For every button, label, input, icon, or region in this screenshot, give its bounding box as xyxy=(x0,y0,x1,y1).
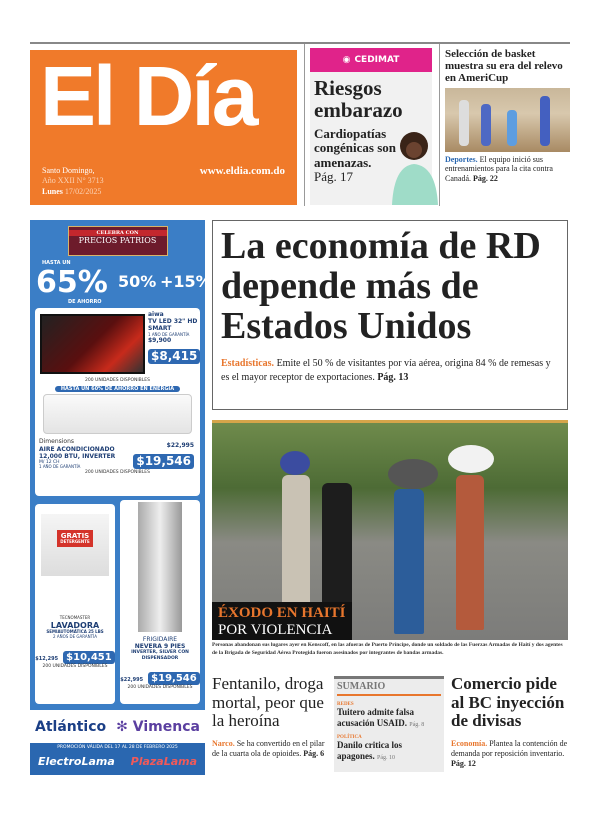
ahorro-label: DE AHORRO xyxy=(68,299,102,305)
top-rule xyxy=(30,42,570,44)
fridge-name: NEVERA 9 PIES xyxy=(134,643,186,651)
lead-section: Estadísticas. xyxy=(221,357,275,369)
ad-banner xyxy=(68,226,168,256)
comercio-headline: Comercio pide al BC inyección de divisas xyxy=(451,674,565,731)
photo-overlay xyxy=(212,602,352,640)
banner-title: PRECIOS PATRIOS xyxy=(78,236,157,245)
fridge-image xyxy=(138,502,182,632)
ad-card-washer-fridge xyxy=(35,504,200,704)
sumario-page: Pág. 8 xyxy=(409,721,425,728)
fentanilo-headline: Fentanilo, droga mortal, peor que la heroína xyxy=(212,674,324,731)
ac-model: M/ 12 CH xyxy=(39,459,60,465)
promo-validity: PROMOCIÓN VÁLIDA DEL 17 AL 28 DE FEBRERO 2025 xyxy=(57,745,178,750)
discount-15: +15% xyxy=(160,272,212,291)
health-promo[interactable] xyxy=(310,48,432,205)
tv-brand: aiwa xyxy=(148,311,164,318)
fridge-units: 200 UNIDADES DISPONIBLES xyxy=(127,685,193,691)
ac-warranty: 1 AÑO DE GARANTÍA xyxy=(39,464,81,470)
fridge-brand: FRIGIDAIRE xyxy=(142,636,178,643)
ac-units: 200 UNIDADES DISPONIBLES xyxy=(85,470,150,476)
advertisement[interactable] xyxy=(30,220,212,775)
sports-text: El equipo inició sus entrenamientos para la cita contra Canadá. xyxy=(445,155,553,183)
tv-name: TV LED 32" HD SMART xyxy=(148,318,198,333)
sumario-item[interactable] xyxy=(337,735,441,762)
electrolama-logo: ElectroLama xyxy=(37,755,115,768)
overlay-line-2: POR VIOLENCIA xyxy=(218,621,333,638)
vimenca-logo-icon: ✻ xyxy=(116,718,128,735)
brand-label: CEDIMAT xyxy=(354,55,400,65)
banner-top: CELEBRA CON xyxy=(69,230,167,236)
weekday: Lunes xyxy=(42,186,63,196)
sports-headline: Selección de basket muestra su era del relevo en AmeriCup xyxy=(445,48,563,85)
comercio-section: Economía. xyxy=(451,739,488,749)
tv-units: 200 UNIDADES DISPONIBLES xyxy=(85,378,150,383)
promo-page: Pág. 17 xyxy=(314,168,353,184)
sumario-headline: Danilo critica los apagones. xyxy=(337,739,402,761)
fridge-old-price: $22,995 xyxy=(120,677,144,684)
lead-page: Pág. 13 xyxy=(377,371,409,383)
promo-text: Cardiopatías congénicas son amenazas. xyxy=(314,126,396,170)
divider xyxy=(304,44,305,206)
fentanilo-text: Se ha convertido en el pilar de la cuarta ola de opioides. xyxy=(212,739,325,759)
lead-headline: La economía de RD depende más de Estados Unidos xyxy=(221,225,541,347)
basketball-photo xyxy=(445,88,570,152)
gift-text: DETERGENTE xyxy=(60,539,90,545)
fridge-price: $19,546 xyxy=(148,672,200,685)
city: Santo Domingo, xyxy=(42,165,95,175)
ac-brand: Dimensions xyxy=(39,438,75,446)
sponsor-logos xyxy=(30,710,205,743)
fridge-desc: INVERTER, SILVER CON DISPENSADOR xyxy=(131,650,189,661)
ac-name: AIRE ACONDICIONADO 12,000 BTU, INVERTER xyxy=(39,445,116,460)
sumario-title: SUMARIO xyxy=(337,681,441,696)
fentanilo-section: Narco. xyxy=(212,739,235,749)
vimenca-logo: Vimenca xyxy=(132,718,200,735)
comercio-story[interactable] xyxy=(451,675,569,769)
lead-story[interactable] xyxy=(212,220,568,410)
issue-number: Año XXII N° 3713 xyxy=(42,176,104,186)
discount-big: 65% xyxy=(36,265,108,300)
newspaper-logo: El Día xyxy=(40,49,256,143)
atlantico-logo: Atlántico xyxy=(35,718,107,735)
ad-card-tv-ac xyxy=(35,308,200,496)
date: 17/02/2025 xyxy=(64,186,102,196)
sumario-headline: Tuitero admite falsa acusación USAID. xyxy=(337,707,415,728)
plazalama-logo: PlazaLama xyxy=(130,755,198,768)
comercio-page: Pág. 12 xyxy=(451,759,476,769)
cedimat-banner xyxy=(310,48,432,72)
lead-text: Emite el 50 % de visitantes por vía aérea, origina 84 % de remesas y es el mayor receptor de exportaciones. xyxy=(221,357,551,383)
energy-strip: HASTA UN 60% DE AHORRO EN ENERGÍA xyxy=(55,386,180,393)
sumario-page: Pág. 10 xyxy=(377,754,396,761)
washer-desc: SEMIAUTOMÁTICA 25 LBS xyxy=(46,629,104,635)
ac-old-price: $22,995 xyxy=(166,442,194,450)
tv-price: $8,415 xyxy=(148,349,200,364)
sumario-box xyxy=(334,676,444,772)
tv-old-price: $9,900 xyxy=(148,337,172,345)
sports-page: Pág. 22 xyxy=(473,173,498,183)
sumario-section: POLÍTICA xyxy=(337,734,362,740)
sports-story[interactable] xyxy=(445,48,570,183)
gift-label: GRATIS xyxy=(60,532,90,540)
issue-info xyxy=(42,166,104,197)
overlay-line-1: ÉXODO EN HAITÍ xyxy=(218,605,346,621)
sumario-section: REDES xyxy=(337,702,354,707)
photo-caption: Personas abandonan sus lugares ayer en Kenscoff, en las afueras de Puerto Príncipe, donde un soldado de las Fuerzas Armadas de Haití y dos agentes de la Brigada de Seguridad Aérea Protegida fueron asesinados por integrantes de bandas armadas. xyxy=(212,642,563,656)
washer-price: $10,451 xyxy=(63,651,115,664)
ac-image xyxy=(43,394,192,434)
masthead xyxy=(30,50,297,205)
fentanilo-page: Pág. 6 xyxy=(303,749,325,759)
cedimat-logo-icon: ◉ xyxy=(342,55,351,65)
divider xyxy=(439,44,440,206)
haiti-photo xyxy=(212,420,568,640)
washer-warranty: 2 AÑOS DE GARANTÍA xyxy=(53,634,97,640)
promo-headline: Riesgos embarazo xyxy=(314,76,403,123)
washer-old-price: $12,295 xyxy=(35,655,59,662)
tv-warranty: 1 AÑO DE GARANTÍA xyxy=(148,331,190,337)
sports-section: Deportes. xyxy=(445,155,478,165)
washer-brand: TECNOMASTER xyxy=(59,615,91,620)
tv-image xyxy=(40,314,145,374)
sumario-item[interactable] xyxy=(337,702,441,729)
fentanilo-story[interactable] xyxy=(212,675,328,759)
discount-50: 50% xyxy=(118,272,157,291)
ad-footer xyxy=(30,743,205,775)
washer-units: 200 UNIDADES DISPONIBLES xyxy=(42,664,108,670)
website-link[interactable]: www.eldia.com.do xyxy=(199,165,285,177)
ac-price: $19,546 xyxy=(133,454,194,469)
hasta-label: HASTA UN xyxy=(42,260,71,266)
washer-name: LAVADORA xyxy=(50,620,100,630)
comercio-text: Plantea la contención de demanda por reposición inventario. xyxy=(451,739,568,759)
